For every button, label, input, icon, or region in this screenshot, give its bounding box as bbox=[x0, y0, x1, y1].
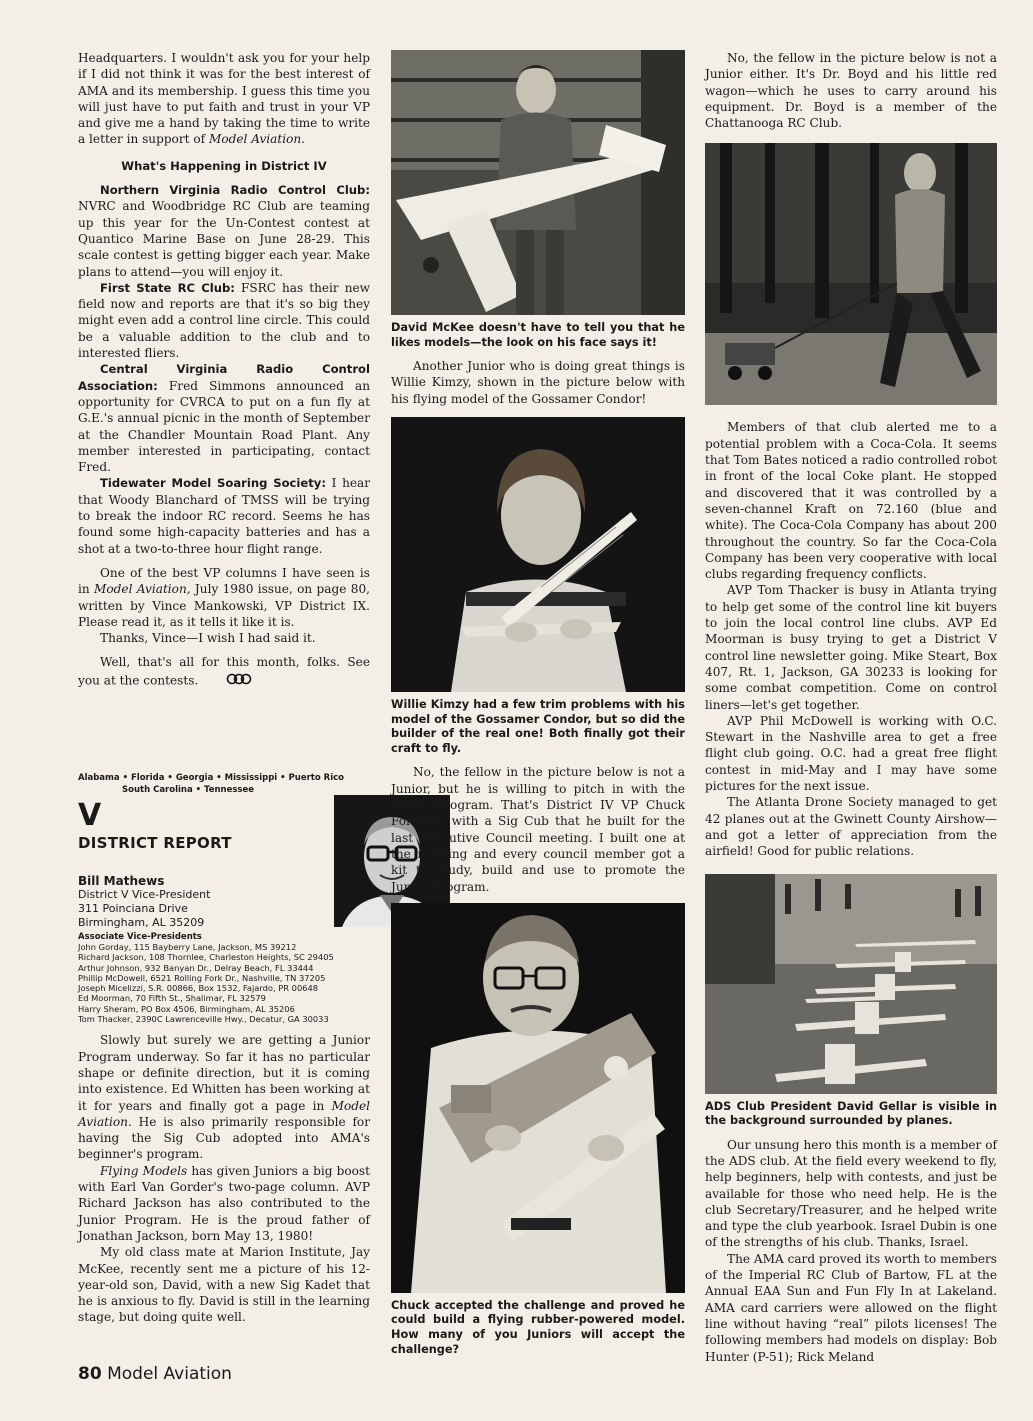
avp-list bbox=[78, 942, 370, 1024]
states-list: Alabama • Florida • Georgia • Mississippi • Puerto Rico South Carolina • Tennessee bbox=[78, 773, 344, 795]
list-item: Ed Moorman, 70 Fifth St., Shalimar, FL 32579 bbox=[78, 993, 266, 1004]
paragraph: Central Virginia Radio Control Association: Fred Simmons announced an opportunity for CVRCA to put on a fun fly at G.E.'s annual picnic in the month of September at the Chandler Mountain Road Plant. Any member interested in participating, contact Fred. bbox=[78, 362, 370, 475]
column-2 bbox=[391, 50, 685, 1365]
avp-heading: Associate Vice-Presidents bbox=[78, 932, 202, 942]
magazine-name: Model Aviation bbox=[107, 1364, 232, 1384]
page-footer bbox=[78, 1364, 232, 1384]
photo-caption: David McKee doesn't have to tell you that he likes models—the look on his face says it! bbox=[391, 321, 685, 349]
paragraph: Headquarters. I wouldn't ask you for your help if I did not think it was for the best interest of AMA and its membership. I guess this time you will just have to put faith and trust in your VP and give me a hand by taking the time to write a letter in support of Model Aviation. bbox=[78, 51, 370, 147]
list-item: John Gorday, 115 Bayberry Lane, Jackson, MS 39212 bbox=[78, 942, 297, 952]
vp-contact: Bill Mathews District V Vice-President 311 Poinciana Drive Birmingham, AL 35209 bbox=[78, 874, 211, 929]
photo-dr-boyd bbox=[705, 143, 997, 405]
paragraph: The AMA card proved its worth to members of the Imperial RC Club of Bartow, FL at the Annual EAA Sun and Fun Fly In at Lakeland. AMA card carriers were allowed on the flight line without having “real” pilots licenses! The following members had models on display: Bob Hunter (P-51); Rick Meland bbox=[705, 1251, 997, 1364]
photo-chuck-foreman bbox=[391, 903, 685, 1293]
photo-willie-kimzy bbox=[391, 417, 685, 692]
paragraph: Slowly but surely we are getting a Junior Program underway. So far it has no particular shape or definite direction, but it is coming into existence. Ed Whitten has been working at it for years and finally got a page in Model Aviation. He is also primarily responsible for having the Sig Cub adopted into AMA's beginner's program. bbox=[78, 1033, 370, 1162]
paragraph: Our unsung hero this month is a member of the ADS club. At the field every weekend to fly, help beginners, help with contests, and just be available for those who need help. He is the club Secretary/Treasurer, and he helped write and type the club yearbook. Israel Dubin is one of the strengths of his club. Thanks, Israel. bbox=[705, 1137, 997, 1250]
list-item: Joseph Micelizzi, S.R. 00866, Box 1532, Fajardo, PR 00648 bbox=[78, 983, 319, 994]
paragraph: One of the best VP columns I have seen is in Model Aviation, July 1980 issue, on page 80, written by Vince Mankowski, VP District IX. Please read it, as it tells it like it is. bbox=[78, 565, 370, 629]
paragraph: No, the fellow in the picture below is not a Junior either. It's Dr. Boyd and his little red wagon—which he uses to carry around his equipment. Dr. Boyd is a member of the Chattanooga RC Club. bbox=[705, 51, 997, 131]
paragraph: Members of that club alerted me to a potential problem with a Coca-Cola. It seems that Tom Bates noticed a radio controlled robot in front of the local Coke plant. He stopped and discovered that it was controlled by a seven-channel Kraft on 72.160 (blue and white). The Coca-Cola Company has about 200 throughout the country. So far the Coca-Cola Company has been very cooperative with local clubs regarding frequency conflicts. bbox=[705, 420, 997, 582]
section-heading: What's Happening in District IV bbox=[121, 158, 327, 173]
list-item: Tom Thacker, 2390C Lawrenceville Hwy., Decatur, GA 30033 bbox=[78, 1014, 329, 1025]
paragraph: Flying Models has given Juniors a big boost with Earl Van Gorder's two-page column. AVP Richard Jackson has also contributed to the Junior Program. He is the proud father of Jonathan Jackson, born May 13, 1980! bbox=[78, 1163, 370, 1243]
paragraph: Another Junior who is doing great things is Willie Kimzy, shown in the picture below with his flying model of the Gossamer Condor! bbox=[391, 359, 685, 406]
photo-ads-club-field bbox=[705, 874, 997, 1094]
photo-caption: ADS Club President David Gellar is visible in the background surrounded by planes. bbox=[705, 1099, 997, 1128]
paragraph: AVP Phil McDowell is working with O.C. Stewart in the Nashville area to get a free flight club going. O.C. had a great free flight contest in mid-May and I may have some pictures for the next issue. bbox=[705, 713, 997, 794]
list-item: Phillip McDowell, 6521 Rolling Fork Dr., Nashville, TN 37205 bbox=[78, 972, 326, 983]
list-item: Richard Jackson, 108 Thornlee, Charleston Heights, SC 29405 bbox=[78, 952, 334, 963]
district-report bbox=[78, 772, 370, 1326]
list-item: Harry Sheram, PO Box 4506, Birmingham, AL 35206 bbox=[78, 1003, 295, 1014]
column-1 bbox=[78, 50, 370, 691]
list-item: Arthur Johnson, 932 Banyan Dr., Delray Beach, FL 33444 bbox=[78, 962, 314, 973]
paragraph: Northern Virginia Radio Control Club: NVRC and Woodbridge RC Club are teaming up this year for the Un-Contest contest at Quantico Marine Base on June 28-29. This scale contest is getting bigger each year. Make plans to attend—you will enjoy it. bbox=[78, 183, 370, 279]
paragraph: First State RC Club: FSRC has their new field now and reports are that it's so big they might even add a control line circle. This could be a valuable addition to the club and to interested fliers. bbox=[78, 280, 370, 361]
paragraph: My old class mate at Marion Institute, Jay McKee, recently sent me a picture of his 12-year-old son, David, with a new Sig Kadet that he is anxious to fly. David is still in the learning stage, but doing quite well. bbox=[78, 1245, 370, 1325]
paragraph: Well, that's all for this month, folks. See you at the contests. bbox=[78, 654, 370, 691]
ama-logo-icon bbox=[204, 671, 252, 691]
paragraph: Thanks, Vince—I wish I had said it. bbox=[100, 631, 316, 646]
paragraph: The Atlanta Drone Society managed to get 42 planes out at the Gwinett County Airshow—and got a letter of appreciation from the airfield! Good for public relations. bbox=[705, 795, 997, 859]
page-number: 80 bbox=[78, 1364, 102, 1384]
column-3 bbox=[705, 50, 997, 1365]
paragraph: No, the fellow in the picture below is not a Junior, but he is willing to pitch in with the Junior Program. That's District IV VP Chuck Foreman with a Sig Cub that he built for the last Executive Council meeting. I built one at the meeting and every council member got a kit to study, build and use to promote the Junior Program. bbox=[391, 765, 685, 894]
district-number: V bbox=[78, 798, 102, 833]
report-title: DISTRICT REPORT bbox=[78, 834, 232, 852]
photo-caption: Willie Kimzy had a few trim problems with his model of the Gossamer Condor, but so did the builder of the real one! Both finally got their craft to fly. bbox=[391, 698, 685, 755]
photo-david-mckee bbox=[391, 50, 685, 315]
photo-caption: Chuck accepted the challenge and proved he could build a flying rubber-powered model. How many of you Juniors will accept the challenge? bbox=[391, 1298, 685, 1356]
paragraph: AVP Tom Thacker is busy in Atlanta trying to help get some of the control line kit buyers to join the local control line clubs. AVP Ed Moorman is busy trying to get a District V control line newsletter going. Mike Steart, Box 407, Rt. 1, Jackson, GA 30233 is looking for some combat competition. Come on control liners—let's get together. bbox=[705, 583, 997, 712]
paragraph: Tidewater Model Soaring Society: I hear that Woody Blanchard of TMSS will be trying to break the indoor RC record. Seems he has found some high-capacity batteries and has a shot at a two-to-three hour flight range. bbox=[78, 476, 371, 556]
